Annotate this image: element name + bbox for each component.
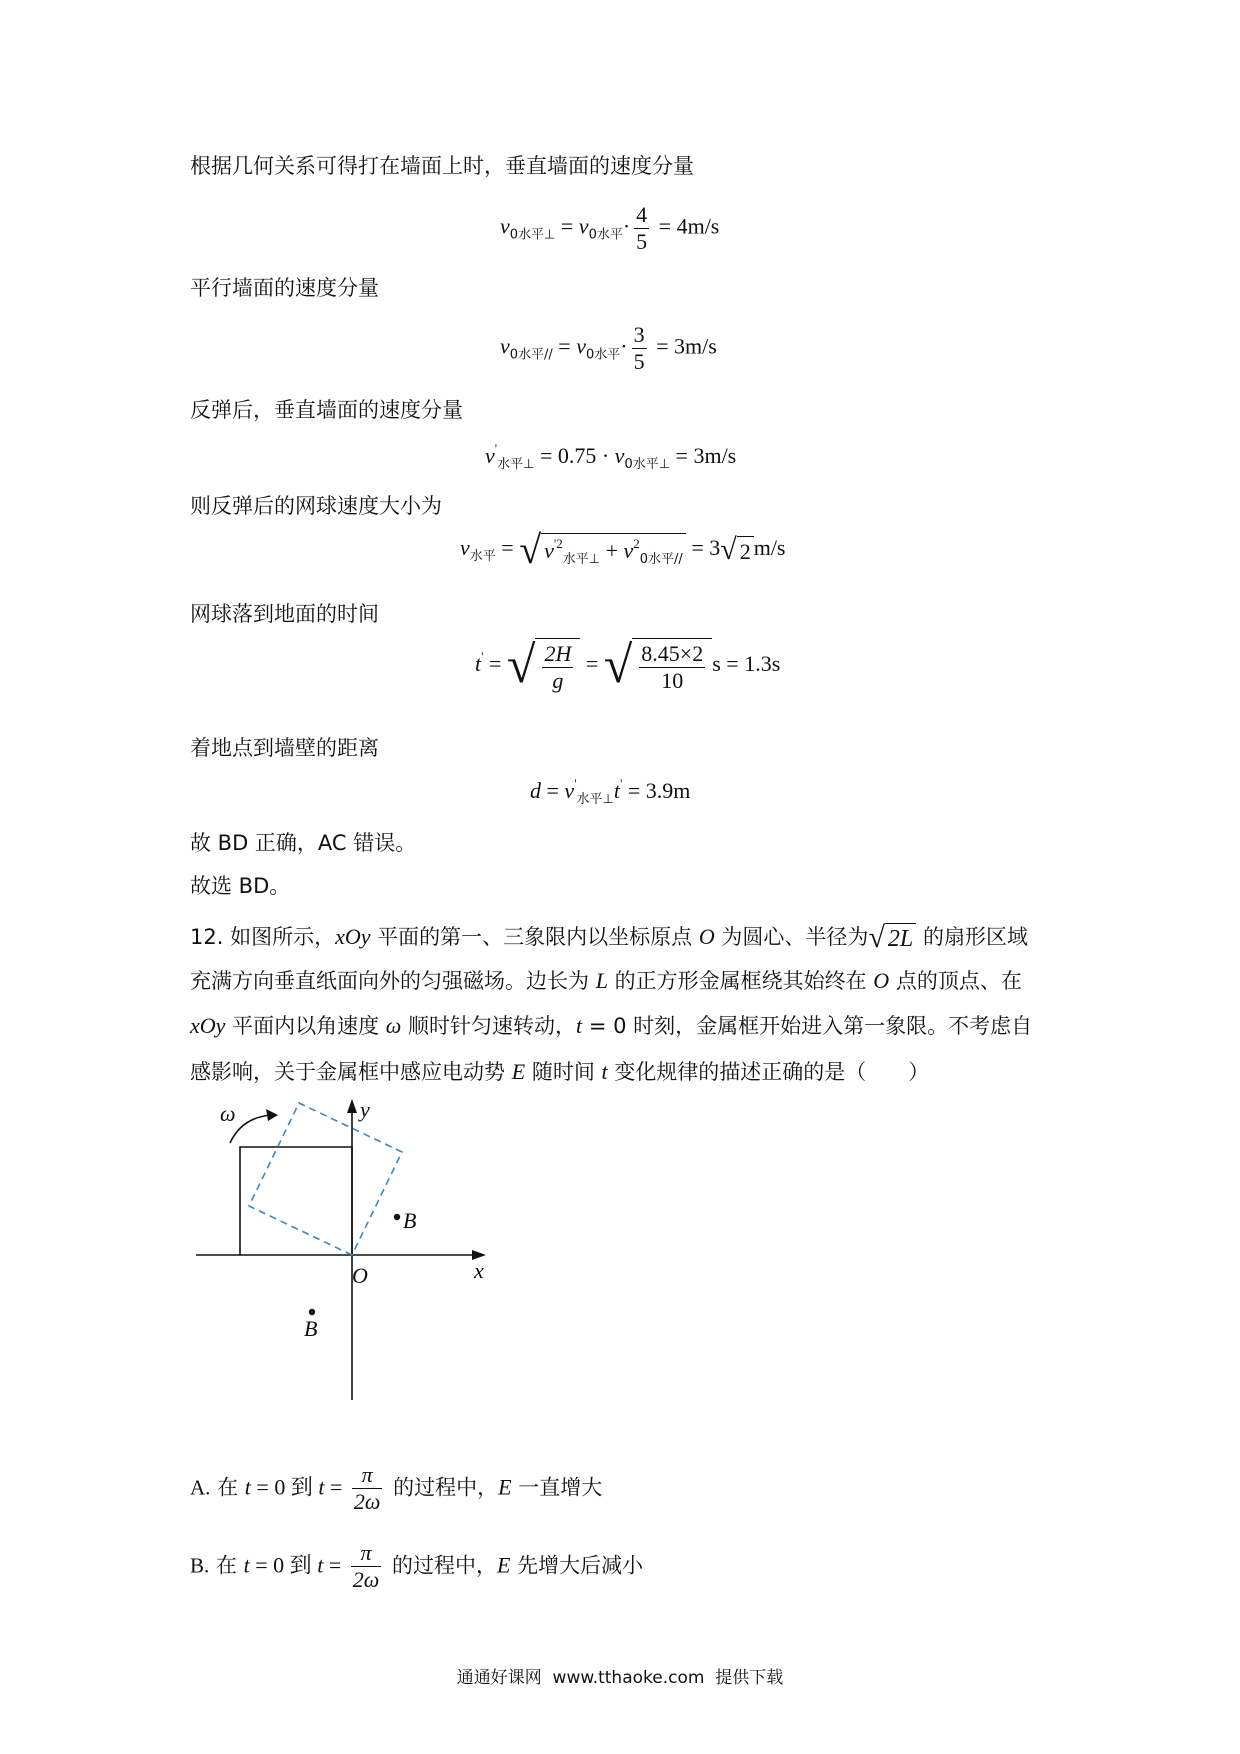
paragraph-3: 反弹后，垂直墙面的速度分量 <box>190 398 463 422</box>
equation-6: $d = v'_{水平\perp}t' = 3.9m$ <box>530 776 691 807</box>
b-label-2: B <box>304 1316 318 1341</box>
metal-frame-initial <box>240 1147 352 1255</box>
equation-5: t' = √ $\frac{2H}{g}$ = √ $\frac{8.45\times 2}{10}$ s = 1.3s <box>475 637 781 694</box>
option-a[interactable]: A. 在 t = 0 到 t = $\frac{\pi}{2\omega}$ 的过程中，E 一直增大 <box>190 1462 603 1514</box>
y-axis-label: y <box>360 1097 370 1122</box>
question-12-line-2: 充满方向垂直纸面向外的匀强磁场。边长为 L 的正方形金属框绕其始终在 O 点的顶点、在 <box>190 968 1022 993</box>
paragraph-6: 着地点到墙壁的距离 <box>190 736 379 760</box>
y-axis-arrow <box>347 1099 357 1113</box>
footer-tail: 提供下载 <box>715 1668 784 1688</box>
equation-4: $v_{水平}$ = √ $v^{'2}_{水平\perp} + v^2_{0水平//} = 3√$ 2 m/s <box>460 527 786 572</box>
omega-label: ω <box>220 1101 236 1126</box>
page-footer <box>0 1663 1240 1688</box>
equation-2: $v_{0水平//} = v_{0水平}\cdot$ $\frac{3}{5}$ = 3m/s <box>500 322 717 374</box>
paragraph-4: 则反弹后的网球速度大小为 <box>190 494 442 518</box>
question-12-line-4: 感影响，关于金属框中感应电动势 E 随时间 t 变化规律的描述正确的是（ ） <box>190 1059 930 1084</box>
rotation-arrow-icon <box>230 1115 272 1143</box>
footer-site: 通通好课网 <box>456 1668 542 1688</box>
equation-1: $v_{0水平\perp} = v_{0水平}\cdot$ $\frac{4}{5}$ = 4m/s <box>500 202 720 254</box>
paragraph-5: 网球落到地面的时间 <box>190 602 379 626</box>
metal-frame-rotated <box>249 1103 402 1255</box>
equation-3: $v'_{水平\perp} = 0.75 \cdot v_{0水平\perp} = 3m/s$ <box>485 441 737 472</box>
paragraph-1: 根据几何关系可得打在墙面上时，垂直墙面的速度分量 <box>190 154 694 178</box>
b-label-1: B <box>403 1208 417 1233</box>
option-b[interactable]: B. 在 t = 0 到 t = $\frac{\pi}{2\omega}$ 的过程中，E 先增大后减小 <box>190 1540 644 1592</box>
footer-url[interactable]: www.tthaoke.com <box>552 1668 705 1688</box>
field-dot-2 <box>309 1309 315 1315</box>
question-12-line-1: 12. 如图所示，xOy 平面的第一、三象限内以坐标原点 O 为圆心、半径为√ 2L 的扇形区域 <box>190 921 1028 954</box>
paragraph-7: 故 BD 正确，AC 错误。 <box>190 831 417 855</box>
question-12-line-3: xOy 平面内以角速度 ω 顺时针匀速转动，t = 0 时刻，金属框开始进入第一象限。不考虑自 <box>190 1013 1033 1038</box>
field-dot-1 <box>394 1214 400 1220</box>
question-12-figure <box>190 1095 510 1405</box>
paragraph-2: 平行墙面的速度分量 <box>190 276 379 300</box>
x-axis-label: x <box>474 1258 484 1283</box>
paragraph-8: 故选 BD。 <box>190 874 291 898</box>
origin-label: O <box>352 1263 368 1288</box>
